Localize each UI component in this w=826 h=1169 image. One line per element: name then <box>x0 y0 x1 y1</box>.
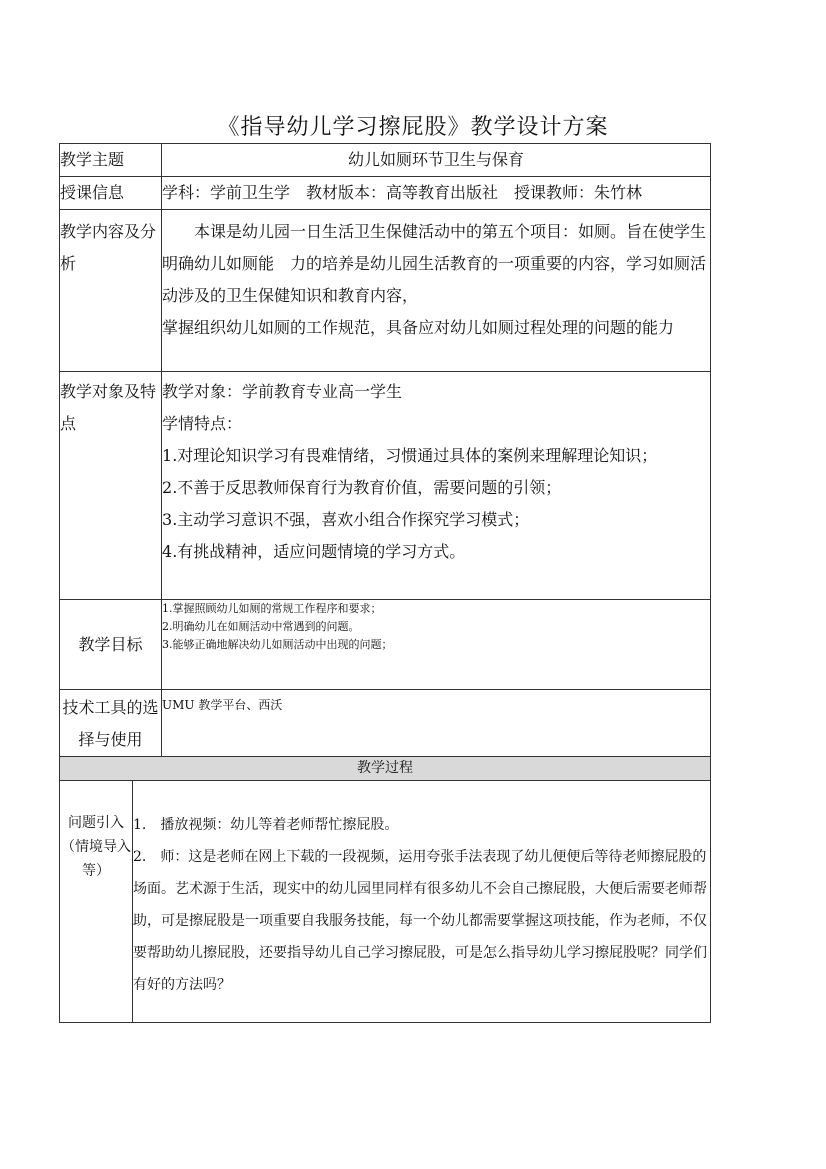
info-value: 学科：学前卫生学 教材版本：高等教育出版社 授课教师：朱竹林 <box>162 177 711 210</box>
row-goals <box>60 600 711 690</box>
target-line: 学情特点： <box>162 414 243 433</box>
target-line: 教学对象：学前教育专业高一学生 <box>162 382 403 401</box>
document-title: 《指导幼儿学习擦屁股》教学设计方案 <box>217 115 609 140</box>
process-header: 教学过程 <box>60 757 711 781</box>
goal-item: 2.明确幼儿在如厕活动中常遇到的问题。 <box>162 620 360 633</box>
target-label: 教学对象及特点 <box>60 372 162 600</box>
row-content <box>60 210 711 372</box>
intro-label: 问题引入（情境导入等） <box>60 781 133 1023</box>
content-label: 教学内容及分析 <box>60 210 162 372</box>
goal-item: 3.能够正确地解决幼儿如厕活动中出现的问题； <box>162 638 393 651</box>
tools-value: UMU 教学平台、西沃 <box>162 690 711 757</box>
tools-label: 技术工具的选择与使用 <box>60 690 162 757</box>
row-process-header <box>60 757 711 781</box>
row-theme <box>60 144 711 177</box>
content-line: 掌握组织幼儿如厕的工作规范，具备应对幼儿如厕过程处理的问题的能力 <box>162 318 675 337</box>
target-line: 2.不善于反思教师保育行为教育价值，需要问题的引领； <box>162 478 562 497</box>
goal-item: 1.掌握照顾幼儿如厕的常规工作程序和要求； <box>162 602 382 615</box>
row-tools <box>60 690 711 757</box>
target-line: 4.有挑战精神，适应问题情境的学习方式。 <box>162 542 466 561</box>
lesson-plan-table <box>59 143 711 1023</box>
target-line: 3.主动学习意识不强，喜欢小组合作探究学习模式； <box>162 510 530 529</box>
info-label: 授课信息 <box>60 177 162 210</box>
content-line: 本课是幼儿园一日生活卫生保健活动中的第五个项目：如厕。旨在使学生明确幼儿如厕能 力的培养是幼儿园生活教育的一项重要的内容，学习如厕活动涉及的卫生保健知识和教育内容， <box>162 222 707 305</box>
intro-line: 1. 播放视频：幼儿等着老师帮忙擦屁股。 <box>133 817 399 833</box>
row-info <box>60 177 711 210</box>
theme-label: 教学主题 <box>60 144 162 177</box>
row-target <box>60 372 711 600</box>
theme-value: 幼儿如厕环节卫生与保育 <box>162 144 711 177</box>
target-line: 1.对理论知识学习有畏难情绪，习惯通过具体的案例来理解理论知识； <box>162 446 658 465</box>
intro-line: 2. 师：这是老师在网上下载的一段视频，运用夸张手法表现了幼儿便便后等待老师擦屁股的场面。艺术源于生活，现实中的幼儿园里同样有很多幼儿不会自己擦屁股，大便后需要老师帮助，可是擦屁股是一项重要自我服务技能，每一个幼儿都需要掌握这项技能，作为老师，不仅要帮助幼儿擦屁股，还要指导幼儿自己学习擦屁股，可是怎么指导幼儿学习擦屁股呢？同学们有好的方法吗？ <box>133 849 707 993</box>
goals-label: 教学目标 <box>60 600 162 690</box>
row-intro <box>60 781 711 1023</box>
